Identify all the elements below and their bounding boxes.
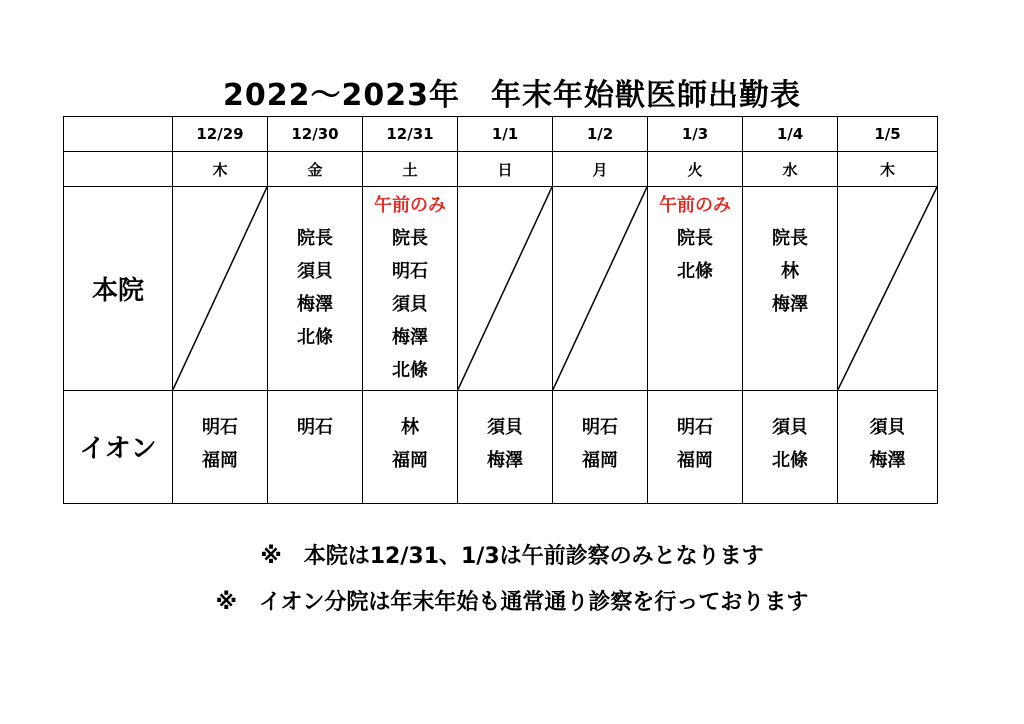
staff-name: 福岡: [582, 449, 618, 471]
main-clinic-label: 本院: [64, 187, 173, 391]
staff-name: 林: [781, 261, 799, 283]
staff-list: [648, 187, 742, 288]
staff-name: 林: [401, 416, 419, 438]
corner-cell: [64, 117, 173, 152]
weekday-header-row: [64, 152, 938, 187]
staff-list: [363, 391, 457, 477]
staff-name: 北條: [297, 327, 333, 349]
staff-name: 梅澤: [297, 294, 333, 316]
date-cell: 1/3: [648, 117, 743, 152]
weekday-cell: 水: [743, 152, 838, 187]
date-cell: 1/2: [553, 117, 648, 152]
main-clinic-cell: [553, 187, 648, 391]
staff-name: 明石: [202, 416, 238, 438]
weekday-cell: 土: [363, 152, 458, 187]
staff-name: 明石: [677, 416, 713, 438]
closed-slash: [173, 187, 267, 390]
schedule-table: [63, 116, 938, 504]
main-clinic-cell: [838, 187, 938, 391]
staff-list: [743, 187, 837, 321]
main-clinic-row: [64, 187, 938, 391]
date-cell: 12/29: [173, 117, 268, 152]
date-cell: 1/5: [838, 117, 938, 152]
main-clinic-cell: [268, 187, 363, 391]
staff-name: 福岡: [677, 449, 713, 471]
date-cell: 12/31: [363, 117, 458, 152]
staff-name: 梅澤: [772, 294, 808, 316]
staff-name: 須貝: [772, 416, 808, 438]
aeon-branch-cell: [268, 390, 363, 503]
aeon-branch-row: [64, 390, 938, 503]
aeon-branch-cell: [173, 390, 268, 503]
date-header-row: [64, 117, 938, 152]
aeon-branch-cell: [458, 390, 553, 503]
staff-list: [743, 391, 837, 477]
footnote-aeon-branch: ※ イオン分院は年末年始も通常通り診察を行っております: [215, 590, 809, 615]
weekday-cell: 火: [648, 152, 743, 187]
staff-list: [458, 391, 552, 477]
weekday-cell: 木: [173, 152, 268, 187]
aeon-branch-cell: [553, 390, 648, 503]
date-cell: 1/4: [743, 117, 838, 152]
staff-name: 梅澤: [869, 449, 906, 471]
aeon-branch-cell: [743, 390, 838, 503]
main-clinic-cell: [743, 187, 838, 391]
weekday-cell: 金: [268, 152, 363, 187]
date-cell: 12/30: [268, 117, 363, 152]
main-clinic-cell: [173, 187, 268, 391]
main-clinic-cell: [458, 187, 553, 391]
staff-name: 明石: [297, 416, 333, 438]
main-clinic-cell: [363, 187, 458, 391]
closed-slash: [553, 187, 647, 390]
staff-name: 須貝: [297, 261, 333, 283]
staff-name: 北條: [392, 360, 428, 382]
closed-slash: [458, 187, 552, 390]
staff-name: 院長: [772, 228, 808, 250]
closed-slash: [838, 187, 937, 390]
staff-list: [268, 187, 362, 354]
weekday-cell: 木: [838, 152, 938, 187]
staff-name: 須貝: [487, 416, 523, 438]
aeon-branch-cell: [363, 390, 458, 503]
staff-name: 院長: [677, 228, 713, 250]
staff-name: 福岡: [202, 449, 238, 471]
aeon-branch-cell: [648, 390, 743, 503]
morning-only-note: 午前のみ: [374, 195, 446, 217]
staff-name: 明石: [392, 261, 428, 283]
staff-name: 福岡: [392, 449, 428, 471]
staff-list: [268, 391, 362, 444]
staff-list: [838, 391, 937, 477]
aeon-branch-label: イオン: [64, 390, 173, 503]
staff-list: [553, 391, 647, 477]
corner-cell: [64, 152, 173, 187]
staff-name: 北條: [677, 261, 713, 283]
footnote-main-clinic: ※ 本院は12/31、1/3は午前診察のみとなります: [260, 544, 764, 569]
morning-only-note: 午前のみ: [659, 195, 731, 217]
staff-name: 明石: [582, 416, 618, 438]
staff-name: 北條: [772, 449, 808, 471]
date-cell: 1/1: [458, 117, 553, 152]
staff-name: 院長: [392, 228, 428, 250]
staff-name: 梅澤: [392, 327, 428, 349]
weekday-cell: 月: [553, 152, 648, 187]
staff-list: [173, 391, 267, 477]
aeon-branch-cell: [838, 390, 938, 503]
staff-name: 院長: [297, 228, 333, 250]
weekday-cell: 日: [458, 152, 553, 187]
staff-name: 須貝: [392, 294, 428, 316]
page-title: 2022～2023年 年末年始獣医師出勤表: [223, 78, 801, 113]
staff-list: [648, 391, 742, 477]
staff-name: 須貝: [869, 416, 906, 438]
main-clinic-cell: [648, 187, 743, 391]
staff-list: [363, 187, 457, 387]
staff-name: 梅澤: [487, 449, 523, 471]
